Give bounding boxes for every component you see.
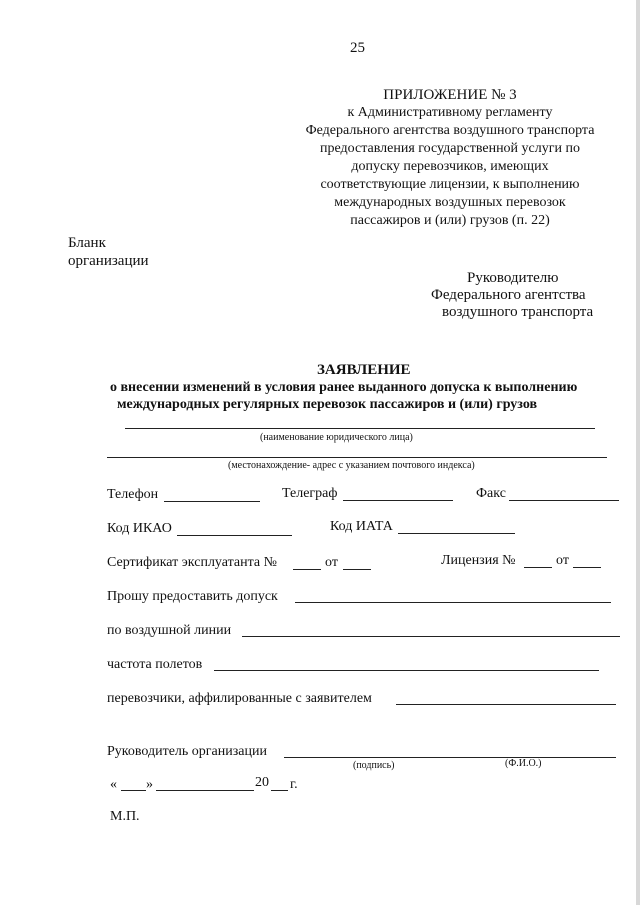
fax-label: Факс: [476, 486, 506, 501]
certificate-number-field[interactable]: [293, 569, 321, 570]
date-day-field[interactable]: [121, 790, 146, 791]
affiliated-field[interactable]: [396, 704, 616, 705]
certificate-from-label: от: [325, 555, 338, 570]
affiliated-label: перевозчики, аффилированные с заявителем: [107, 691, 372, 706]
appendix-line: пассажиров и (или) грузов (п. 22): [350, 213, 550, 228]
fio-caption: (Ф.И.О.): [505, 758, 542, 769]
request-label: Прошу предоставить допуск: [107, 589, 278, 604]
airline-label: по воздушной линии: [107, 623, 232, 638]
head-label: Руководитель организации: [107, 744, 267, 759]
date-close-quote: »: [146, 777, 153, 792]
iata-field[interactable]: [398, 533, 515, 534]
date-month-field[interactable]: [156, 790, 254, 791]
date-year-field[interactable]: [271, 790, 288, 791]
certificate-date-field[interactable]: [343, 569, 371, 570]
stamp-label: М.П.: [110, 809, 140, 824]
frequency-label: частота полетов: [107, 657, 203, 672]
icao-field[interactable]: [177, 535, 292, 536]
date-year-prefix: 20: [255, 775, 269, 790]
iata-label: Код ИАТА: [330, 519, 393, 534]
signature-field[interactable]: [284, 757, 616, 758]
date-open-quote: «: [110, 777, 117, 792]
legal-name-caption: (наименование юридического лица): [260, 432, 413, 443]
appendix-block: [280, 86, 620, 230]
heading-line2: международных регулярных перевозок пассажиров и (или) грузов: [117, 397, 538, 412]
address-field[interactable]: [107, 457, 607, 458]
telegraph-field[interactable]: [343, 500, 453, 501]
appendix-line: предоставления государственной услуги по: [320, 141, 580, 156]
legal-name-field[interactable]: [125, 428, 595, 429]
document-title: ЗАЯВЛЕНИЕ: [317, 362, 411, 378]
letterhead-line1: Бланк: [68, 235, 106, 251]
telegraph-label: Телеграф: [282, 486, 338, 501]
icao-label: Код ИКАО: [107, 521, 172, 536]
appendix-line: международных воздушных перевозок: [334, 195, 566, 210]
addressee-line1: Руководителю: [467, 270, 559, 286]
phone-label: Телефон: [107, 487, 159, 502]
phone-field[interactable]: [164, 501, 260, 502]
date-year-suffix: г.: [290, 777, 298, 792]
frequency-field[interactable]: [214, 670, 599, 671]
license-from-label: от: [556, 553, 569, 568]
airline-field[interactable]: [242, 636, 620, 637]
page-number: 25: [350, 40, 365, 56]
addressee-line2: Федерального агентства: [431, 287, 586, 303]
certificate-label: Сертификат эксплуатанта №: [107, 555, 277, 570]
scan-edge: [636, 0, 640, 905]
license-number-field[interactable]: [524, 567, 552, 568]
appendix-title: ПРИЛОЖЕНИЕ № 3: [383, 87, 517, 103]
appendix-line: Федерального агентства воздушного транспорта: [305, 123, 595, 138]
appendix-line: к Административному регламенту: [347, 105, 553, 120]
fax-field[interactable]: [509, 500, 619, 501]
license-date-field[interactable]: [573, 567, 601, 568]
heading-line1: о внесении изменений в условия ранее выданного допуска к выполнению: [110, 380, 578, 395]
signature-caption: (подпись): [353, 760, 395, 771]
addressee-line3: воздушного транспорта: [442, 304, 594, 320]
request-field[interactable]: [295, 602, 611, 603]
license-label: Лицензия №: [441, 553, 516, 568]
address-caption: (местонахождение- адрес с указанием почтового индекса): [228, 460, 475, 471]
appendix-line: допуску перевозчиков, имеющих: [351, 159, 549, 174]
letterhead-line2: организации: [68, 253, 149, 269]
appendix-line: соответствующие лицензии, к выполнению: [320, 177, 580, 192]
